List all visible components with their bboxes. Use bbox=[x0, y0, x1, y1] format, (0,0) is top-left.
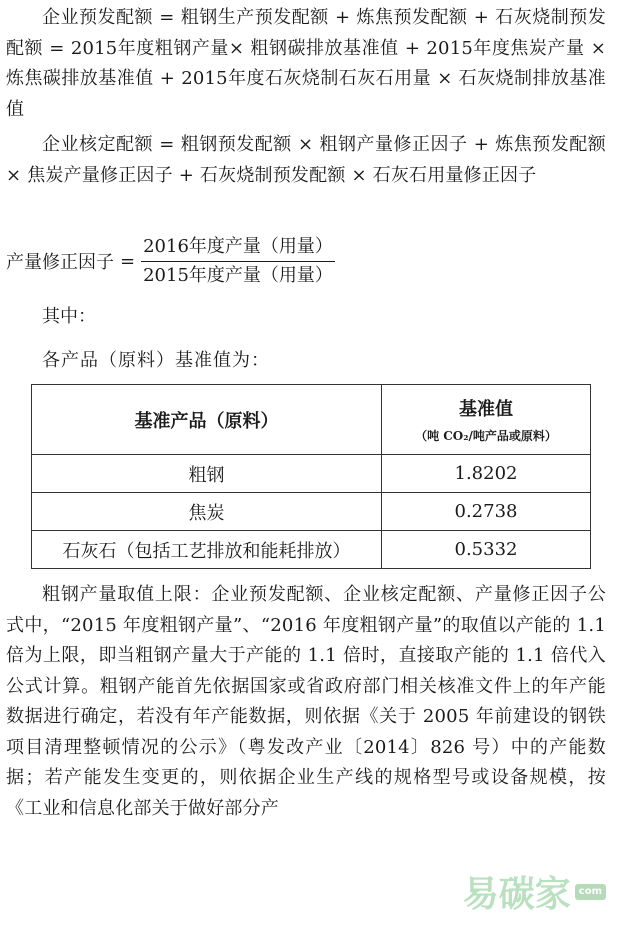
watermark-logo-text: 易碳家 bbox=[462, 874, 571, 915]
formula-fraction bbox=[141, 236, 335, 287]
watermark-badge: com bbox=[575, 884, 606, 900]
table-caption: 各产品（原料）基准值为： bbox=[42, 350, 270, 371]
table-cell-product: 焦炭 bbox=[32, 493, 382, 531]
table-row bbox=[32, 455, 591, 493]
formula-numerator: 2016年度产量（用量） bbox=[141, 236, 335, 262]
site-watermark bbox=[463, 866, 606, 917]
table-header-row bbox=[32, 385, 591, 455]
preissue-quota-paragraph: 企业预发配额 = 粗钢生产预发配额 + 炼焦预发配额 + 石灰烧制预发配额 = 2015年度粗钢产量× 粗钢碳排放基准值 + 2015年度焦炭产量 × 炼焦碳排放基准值 + 2015年度石灰烧制石灰石用量 × 石灰烧制排放基准值 bbox=[6, 7, 606, 120]
header-product: 基准产品（原料） bbox=[32, 385, 382, 455]
formula-lhs: 产量修正因子 bbox=[6, 252, 114, 273]
header-value: 基准值 （吨 CO₂/吨产品或原料） bbox=[382, 385, 591, 455]
verified-quota-paragraph: 企业核定配额 = 粗钢预发配额 × 粗钢产量修正因子 + 炼焦预发配额 × 焦炭产量修正因子 + 石灰烧制预发配额 × 石灰石用量修正因子 bbox=[6, 134, 606, 186]
table-cell-product: 石灰石（包括工艺排放和能耗排放） bbox=[32, 531, 382, 569]
table-cell-product: 粗钢 bbox=[32, 455, 382, 493]
table-cell-value: 0.2738 bbox=[382, 493, 591, 531]
correction-factor-formula bbox=[6, 233, 335, 289]
table-row bbox=[32, 531, 591, 569]
table-cell-value: 0.5332 bbox=[382, 531, 591, 569]
table-row bbox=[32, 493, 591, 531]
production-cap-paragraph: 粗钢产量取值上限：企业预发配额、企业核定配额、产量修正因子公式中，“2015 年度粗钢产量”、“2016 年度粗钢产量”的取值以产能的 1.1 倍为上限，即当粗钢产量大于产能的 1.1 倍时，直接取产能的 1.1 倍代入公式计算。粗钢产能首先依据国家或省政府部门相关核准文件上的年产能数据进行确定，若没有年产能数据，则依据《关于 2005 年前建设的钢铁项目清理整顿情况的公示》（粤发改产业〔2014〕826 号）中的产能数据；若产能发生变更的，则依据企业生产线的规格型号或设备规模，按《工业和信息化部关于做好部分产 bbox=[6, 584, 606, 819]
benchmark-table bbox=[31, 384, 591, 569]
table-cell-value: 1.8202 bbox=[382, 455, 591, 493]
header-unit: （吨 CO₂/吨产品或原料） bbox=[415, 429, 557, 443]
formula-denominator: 2015年度产量（用量） bbox=[143, 264, 333, 286]
formula-equals: = bbox=[120, 250, 136, 272]
where-label: 其中： bbox=[42, 306, 96, 327]
